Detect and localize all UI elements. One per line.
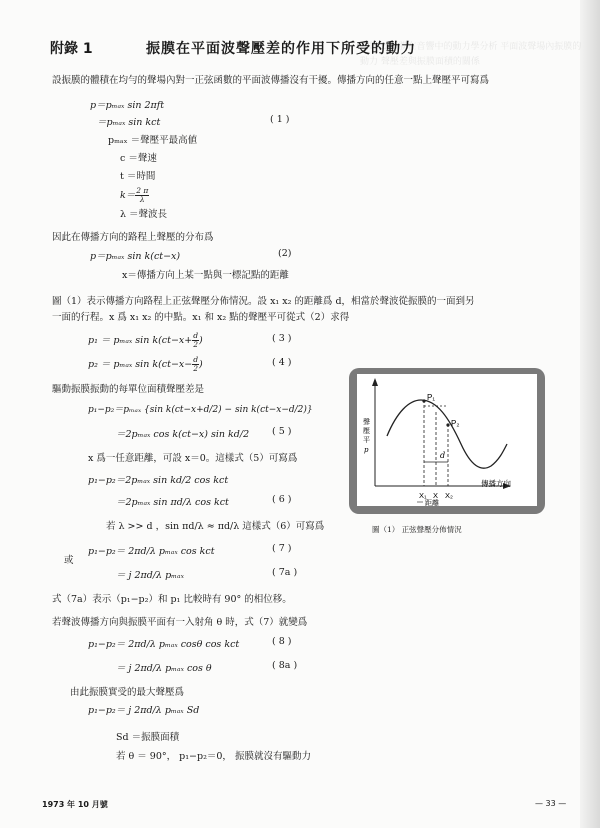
equation-8a: ＝ j 2πd/λ pₘₐₓ cos θ — [116, 663, 212, 674]
ylabel-1: 聲 — [363, 418, 370, 426]
if-condition: 若 λ >> d ，sin πd/λ ≈ πd/λ 這樣式（6）可寫爲 — [106, 521, 325, 532]
equation-3: p₁ ＝ pₘₐₓ sin k(ct−x+ $\frac{d}{2}$ ) — [88, 331, 203, 349]
sine-curve — [387, 400, 507, 468]
equation-6: ＝2pₘₐₓ sin πd/λ cos kct — [116, 497, 229, 508]
label-x1: X₁ — [419, 491, 427, 500]
figure-caption: 圖（1） 正弦聲壓分佈情況 — [372, 525, 462, 534]
equation-4: p₂ ＝ pₘₐₓ sin k(ct−x− $\frac{d}{2}$ ) — [88, 355, 203, 373]
label-x2: X₂ — [445, 491, 453, 500]
equation-6a: p₁−p₂＝2pₘₐₓ sin kd/2 cos kct — [88, 475, 229, 486]
label-distance: 距離 — [425, 499, 439, 506]
equation-5: ＝2pₘₐₓ cos k(ct−x) sin kd/2 — [116, 429, 250, 440]
eq3-text: p₁ ＝ pₘₐₓ sin k(ct−x+ — [88, 335, 193, 346]
page-title: 振膜在平面波聲壓差的作用下所受的動力 — [146, 41, 416, 57]
drive-paragraph: 驅動振膜振動的每單位面積聲壓差是 — [52, 384, 205, 395]
eq-number-8: ( 8 ) — [272, 636, 292, 647]
label-propagation: 傳播方向 — [481, 479, 511, 488]
equation-7a: ＝ j 2πd/λ pₘₐₓ — [116, 570, 184, 581]
equation-2: p＝pₘₐₓ sin k(ct−x) — [90, 251, 181, 262]
point-p2 — [446, 423, 449, 426]
equation-7: p₁−p₂＝ 2πd/λ pₘₐₓ cos kct — [88, 546, 215, 557]
issue-date: 1973 年 10 月號 — [42, 800, 108, 809]
equation-1: ＝pₘₐₓ sin kct — [97, 117, 161, 128]
ylabel-4: p — [364, 446, 369, 454]
eq-number-7a: ( 7a ) — [272, 567, 298, 578]
equation-diff: p₁−p₂＝pₘₐₓ {sin k(ct−x+d/2) − sin k(ct−x−d/2)} — [88, 405, 313, 415]
page-number: — 33 — — [535, 799, 567, 808]
intro-paragraph: 設振膜的體積在均勻的聲場內對一正弦函數的平面波傳播沒有干擾。傳播方向的任意一點上聲壓平可寫爲 — [52, 75, 490, 86]
x-arbitrary-paragraph: x 爲一任意距離，可設 x＝0。這樣式（5）可寫爲 — [88, 453, 298, 464]
sine-figure — [357, 374, 537, 506]
ylabel-3: 平 — [363, 436, 370, 444]
k-fraction: $\frac{2 \pi}{\lambda}$ — [136, 186, 149, 204]
fig-desc-line-1: 圖（1）表示傳播方向路程上正弦聲壓分佈情況。設 x₁ x₂ 的距離爲 d，相當於聲波從振膜的一面到另 — [52, 296, 475, 307]
incident-paragraph: 若聲波傳播方向與振膜平面有一入射角 θ 時，式（7）就變爲 — [52, 617, 308, 628]
label-p2: P₂ — [451, 419, 460, 428]
label-d: d — [440, 451, 446, 460]
label-x: X — [433, 491, 439, 500]
eq4-text: p₂ ＝ pₘₐₓ sin k(ct−x− — [88, 359, 193, 370]
eq-number-7: ( 7 ) — [272, 543, 292, 554]
def-t: t ＝時間 — [120, 171, 156, 182]
or-label: 或 — [64, 555, 74, 566]
eq-number-8a: ( 8a ) — [272, 660, 298, 671]
ylabel-2: 壓 — [363, 427, 370, 435]
eq-number-2: (2) — [278, 248, 292, 259]
def-k — [120, 187, 149, 204]
eq-number-5: ( 5 ) — [272, 426, 292, 437]
dist-paragraph: 因此在傳播方向的路程上聲壓的分布爲 — [52, 232, 214, 243]
def-theta: 若 θ ＝ 90°， p₁−p₂＝0， 振膜就沒有驅動力 — [116, 751, 311, 762]
phase-paragraph: 式（7a）表示（p₁−p₂）和 p₁ 比較時有 90° 的相位移。 — [52, 594, 292, 605]
equation-8: p₁−p₂＝ 2πd/λ pₘₐₓ cosθ cos kct — [88, 639, 240, 650]
def-x: x＝傳播方向上某一點與一標記點的距離 — [122, 270, 289, 281]
eq-number-4: ( 4 ) — [272, 357, 292, 368]
point-p1 — [422, 399, 425, 402]
equation-p-def: p＝pₘₐₓ sin 2πft — [90, 100, 165, 111]
def-lambda: λ ＝聲波長 — [120, 209, 168, 220]
label-p1: P₁ — [427, 393, 436, 402]
show-through-text: 附錄 2 振膜在音響中的動力學分析 平面波聲場內振膜的動力 聲壓差與振膜面積的關係 — [360, 42, 582, 67]
fig-desc-line-2: 一面的行程。x 爲 x₁ x₂ 的中點。x₁ 和 x₂ 點的聲壓平可從式（2）求得 — [52, 312, 350, 323]
equation-9: p₁−p₂＝ j 2πd/λ pₘₐₓ Sd — [88, 705, 200, 716]
y-axis-arrow — [372, 378, 378, 386]
eq-number-1: ( 1 ) — [270, 114, 290, 125]
def-c: c ＝聲速 — [120, 153, 157, 164]
k-equals: k＝ — [120, 190, 136, 201]
eq-number-3: ( 3 ) — [272, 333, 292, 344]
def-pmax: pₘₐₓ ＝聲壓平最高値 — [108, 135, 198, 146]
eq-number-6: ( 6 ) — [272, 494, 292, 505]
appendix-label: 附錄 1 — [50, 41, 93, 57]
max-force-paragraph: 由此振膜實受的最大聲壓爲 — [70, 687, 185, 698]
def-sd: Sd ＝振膜面積 — [116, 732, 180, 743]
